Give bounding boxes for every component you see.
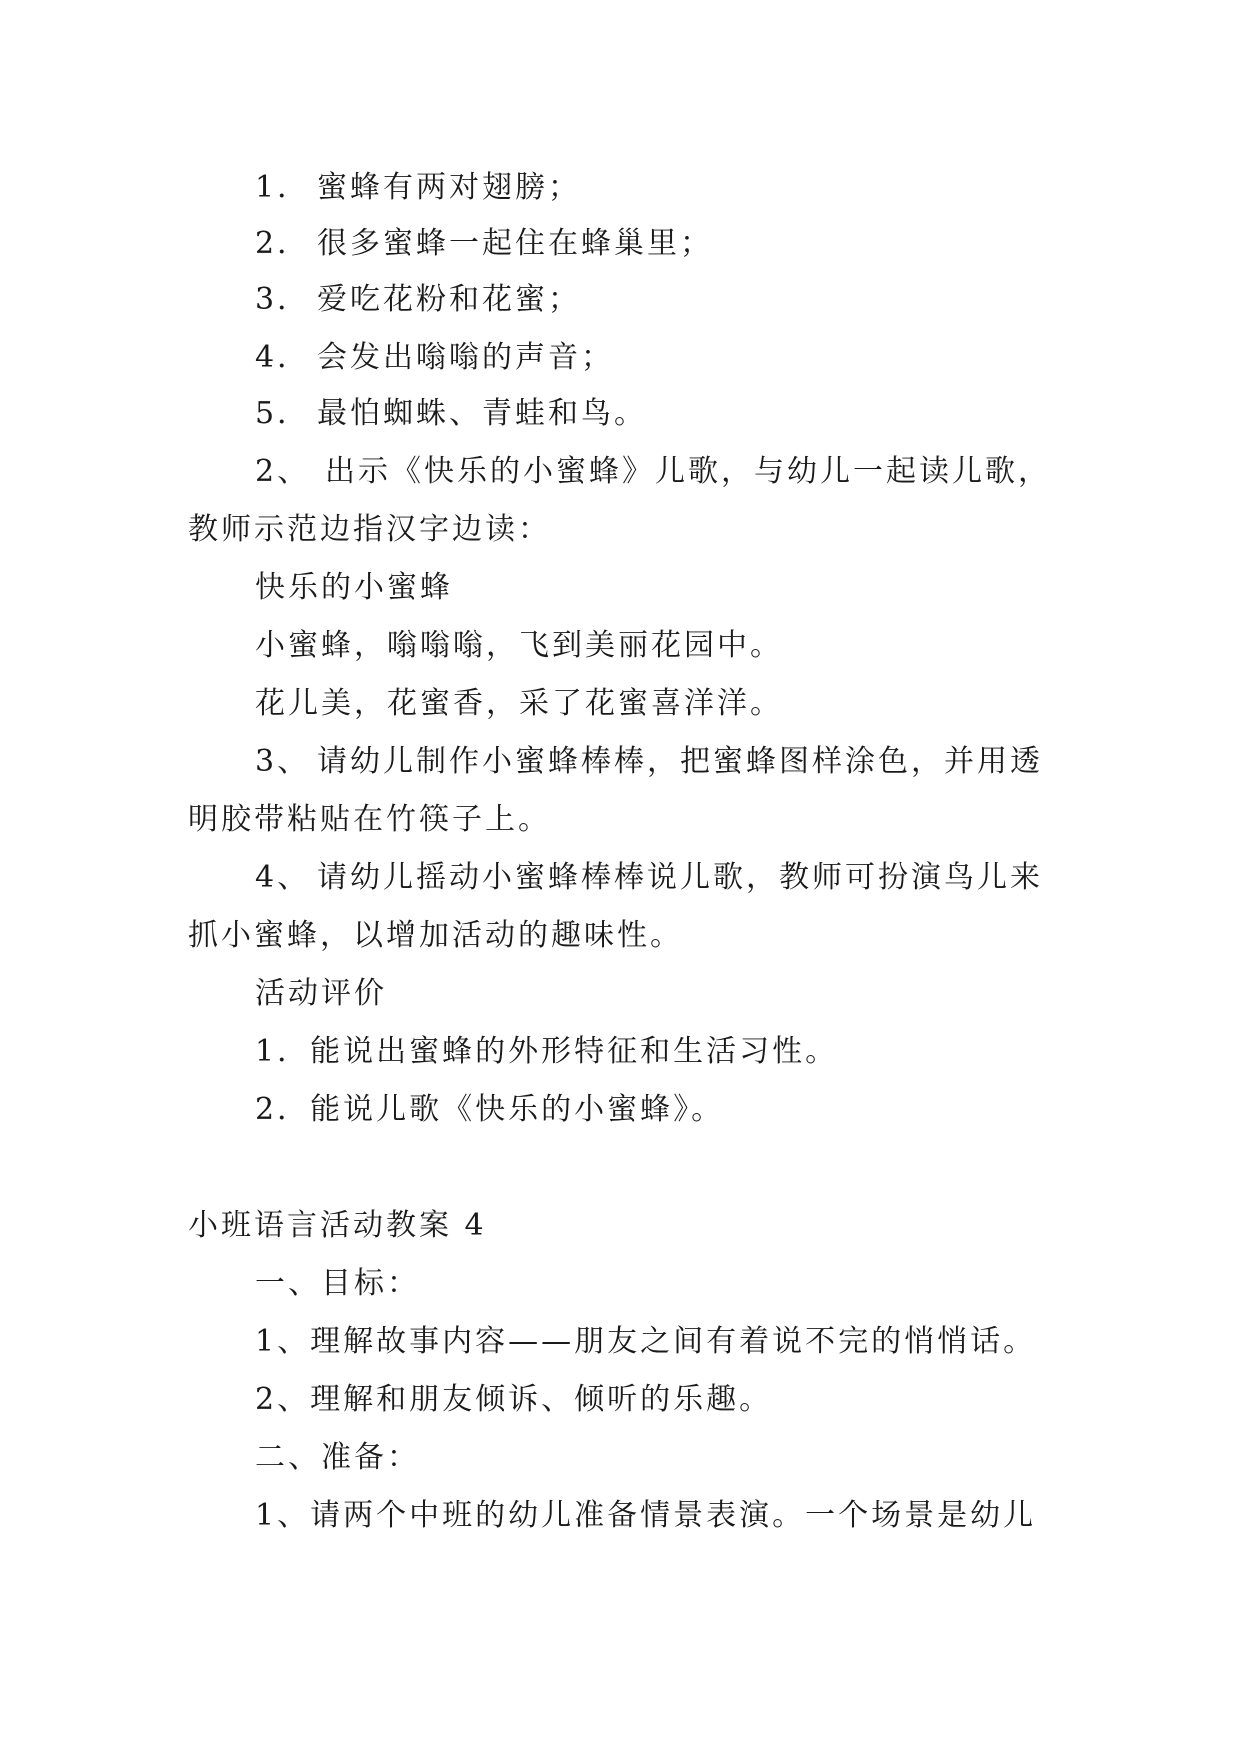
- step-2-text: 出示《快乐的小蜜蜂》儿歌，与幼儿一起读儿歌，: [325, 454, 1051, 489]
- poem-line-2: 花儿美，花蜜香，采了花蜜喜洋洋。: [255, 686, 783, 721]
- list-item-text: 蜜蜂有两对翅膀；: [317, 170, 581, 205]
- step-3-number: 3、: [255, 744, 311, 779]
- list-item-text: 很多蜜蜂一起住在蜂巢里；: [317, 226, 713, 261]
- goal-2: 2、理解和朋友倾诉、倾听的乐趣。: [255, 1382, 773, 1417]
- evaluation-item-1: 1．能说出蜜蜂的外形特征和生活习性。: [255, 1034, 839, 1069]
- step-3-line-2: 明胶带粘贴在竹筷子上。: [188, 802, 551, 837]
- preparation-1: 1、请两个中班的幼儿准备情景表演。一个场景是幼儿: [255, 1498, 1037, 1533]
- list-item-number: 2．: [255, 226, 311, 261]
- step-4-line-2: 抓小蜜蜂，以增加活动的趣味性。: [188, 918, 683, 953]
- poem-line-1: 小蜜蜂，嗡嗡嗡，飞到美丽花园中。: [255, 628, 783, 663]
- section-title: 小班语言活动教案 4: [188, 1208, 487, 1243]
- step-2-line-2: 教师示范边指汉字边读：: [188, 512, 551, 547]
- goal-1: 1、理解故事内容——朋友之间有着说不完的悄悄话。: [255, 1324, 1037, 1359]
- list-item-text: 最怕蜘蛛、青蛙和鸟。: [317, 396, 647, 431]
- list-item: [255, 168, 581, 208]
- list-item-number: 3．: [255, 282, 311, 317]
- list-item: [255, 394, 647, 434]
- list-item: [255, 280, 581, 320]
- step-2-number: 2、: [255, 454, 311, 489]
- step-2-line-1: [255, 452, 1051, 492]
- list-item-text: 会发出嗡嗡的声音；: [317, 340, 614, 375]
- poem-title: 快乐的小蜜蜂: [255, 570, 453, 605]
- list-item: [255, 338, 614, 378]
- evaluation-item-2: 2．能说儿歌《快乐的小蜜蜂》。: [255, 1092, 725, 1127]
- step-4-line-1: [255, 858, 1043, 898]
- list-item-text: 爱吃花粉和花蜜；: [317, 282, 581, 317]
- list-item-number: 5．: [255, 396, 311, 431]
- evaluation-heading: 活动评价: [255, 976, 387, 1011]
- list-item: [255, 224, 713, 264]
- step-4-number: 4、: [255, 860, 311, 895]
- list-item-number: 4．: [255, 340, 311, 375]
- step-4-text: 请幼儿摇动小蜜蜂棒棒说儿歌，教师可扮演鸟儿来: [317, 860, 1043, 895]
- list-item-number: 1．: [255, 170, 311, 205]
- step-3-text: 请幼儿制作小蜜蜂棒棒，把蜜蜂图样涂色，并用透: [317, 744, 1043, 779]
- preparation-heading: 二、准备：: [255, 1440, 420, 1475]
- goals-heading: 一、目标：: [255, 1266, 420, 1301]
- step-3-line-1: [255, 742, 1043, 782]
